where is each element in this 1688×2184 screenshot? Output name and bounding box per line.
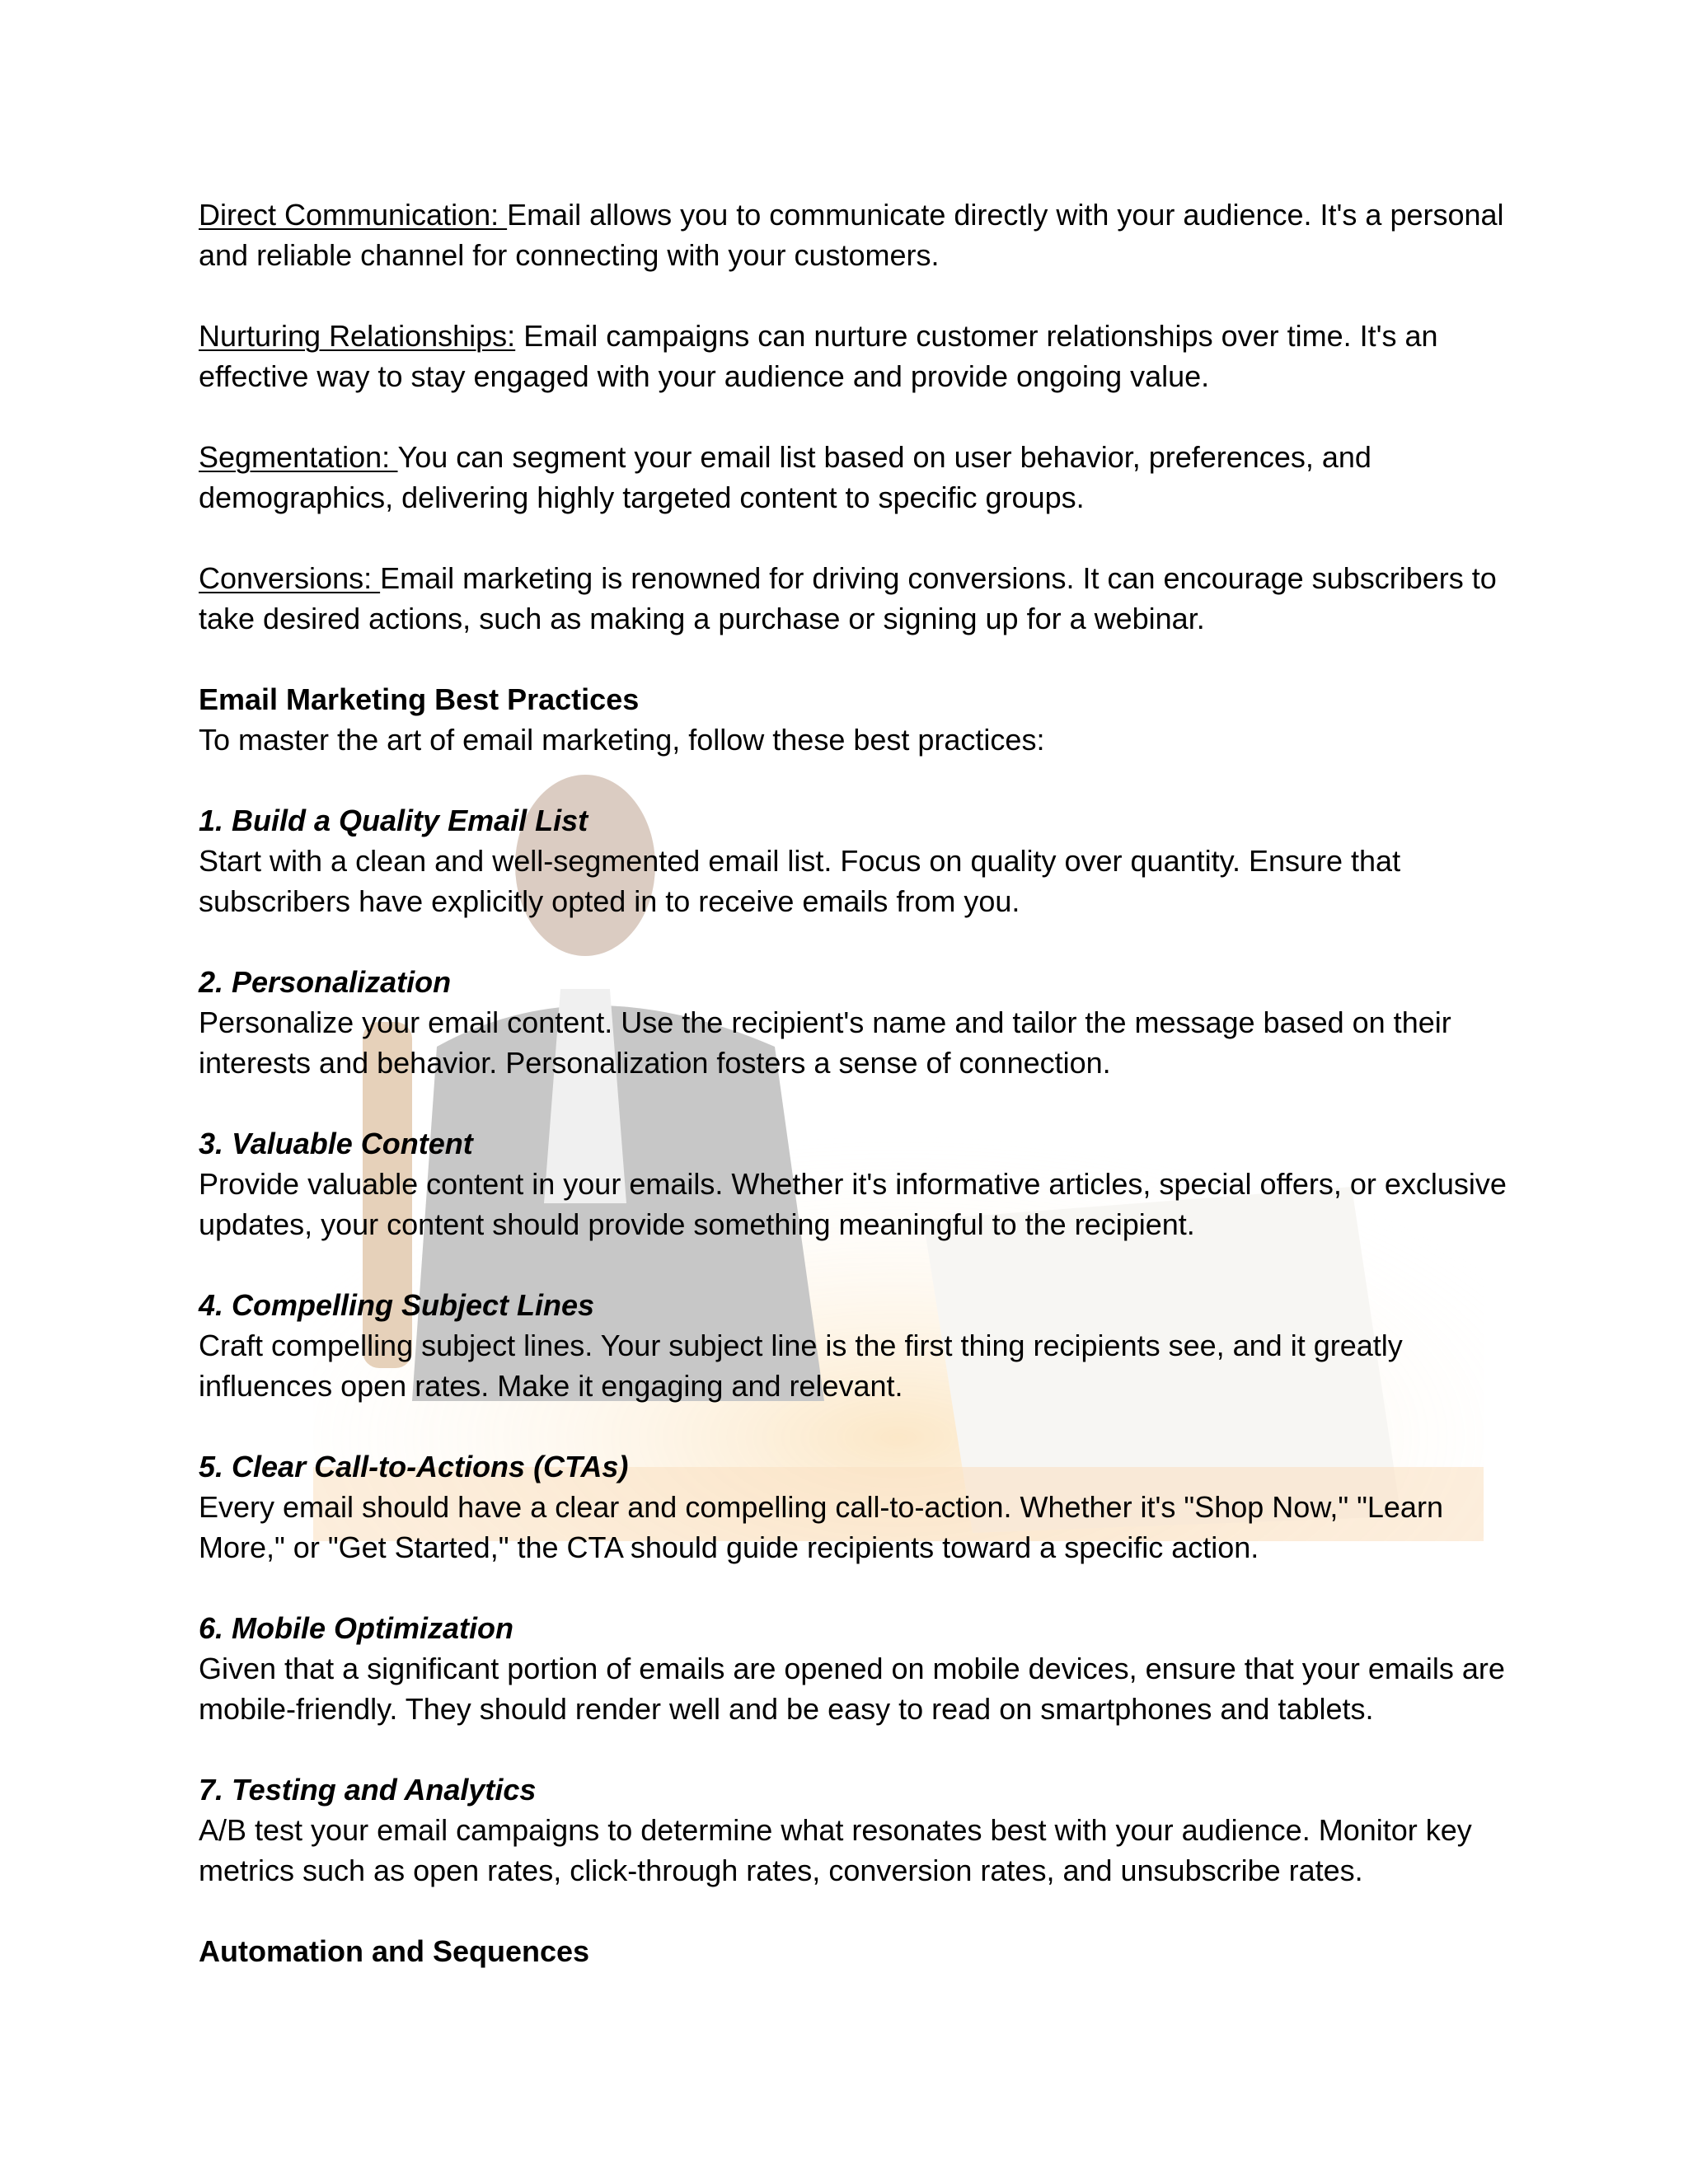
practice-text: A/B test your email campaigns to determine what resonates best with your audience. Monitor key metrics such as open rates, click-through rates, conversion rates, and unsubscribe rates.: [199, 1813, 1472, 1887]
intro-point: [199, 437, 1509, 518]
intro-term: Segmentation:: [199, 440, 398, 474]
practice-title: 6. Mobile Optimization: [199, 1611, 514, 1645]
practice-title: 7. Testing and Analytics: [199, 1773, 537, 1807]
intro-text: You can segment your email list based on user behavior, preferences, and demographics, delivering highly targeted content to specific groups.: [199, 440, 1372, 514]
intro-text: Email allows you to communicate directly with your audience. It's a personal and reliable channel for connecting with your customers.: [199, 198, 1504, 272]
intro-point: [199, 194, 1509, 275]
practice-title: 2. Personalization: [199, 965, 452, 999]
practice-text: Provide valuable content in your emails. Whether it's informative articles, special offers, or exclusive updates, your content should provide something meaningful to the recipient.: [199, 1167, 1507, 1241]
intro-text: Email marketing is renowned for driving conversions. It can encourage subscribers to take desired actions, such as making a purchase or signing up for a webinar.: [199, 561, 1497, 635]
section-heading-automation: Automation and Sequences: [199, 1934, 590, 1968]
document-body: [199, 194, 1509, 1971]
section-intro: To master the art of email marketing, follow these best practices:: [199, 723, 1045, 757]
section-heading: Email Marketing Best Practices: [199, 682, 640, 716]
practice-title: 4. Compelling Subject Lines: [199, 1288, 595, 1322]
practice-title: 1. Build a Quality Email List: [199, 804, 588, 837]
practice-text: Every email should have a clear and compelling call-to-action. Whether it's "Shop Now," "Learn More," or "Get Started," the CTA should guide recipients toward a specific action.: [199, 1490, 1443, 1564]
practice-title: 3. Valuable Content: [199, 1127, 473, 1160]
practice-text: Given that a significant portion of emails are opened on mobile devices, ensure that your emails are mobile-friendly. They should render well and be easy to read on smartphones and tablets.: [199, 1652, 1505, 1726]
practice-text: Craft compelling subject lines. Your subject line is the first thing recipients see, and it greatly influences open rates. Make it engaging and relevant.: [199, 1329, 1403, 1403]
intro-term: Direct Communication:: [199, 198, 508, 232]
practice-text: Start with a clean and well-segmented email list. Focus on quality over quantity. Ensure that subscribers have explicitly opted in to receive emails from you.: [199, 844, 1401, 918]
intro-point: [199, 558, 1509, 639]
practice-title: 5. Clear Call-to-Actions (CTAs): [199, 1450, 629, 1483]
practice-text: Personalize your email content. Use the recipient's name and tailor the message based on their interests and behavior. Personalization fosters a sense of connection.: [199, 1005, 1451, 1080]
intro-point: [199, 316, 1509, 396]
intro-term: Conversions:: [199, 561, 381, 595]
intro-term: Nurturing Relationships:: [199, 319, 516, 353]
intro-text: Email campaigns can nurture customer relationships over time. It's an effective way to stay engaged with your audience and provide ongoing value.: [199, 319, 1438, 393]
